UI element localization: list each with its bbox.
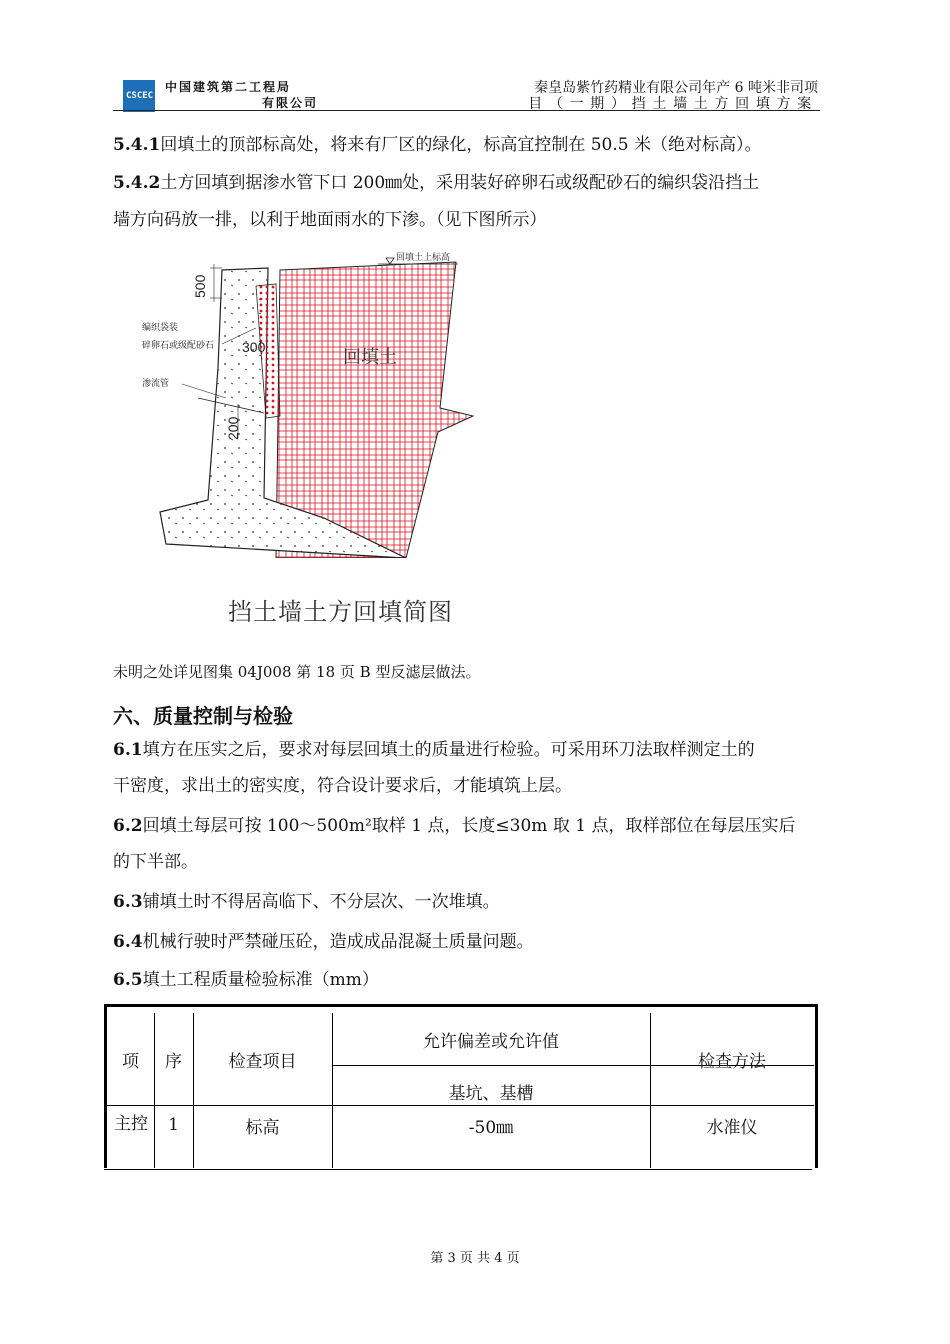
- para-text: 回填土每层可按 100～500m²取样 1 点，长度≤30m 取 1 点，取样部位在每层压实后: [142, 816, 796, 836]
- table-divider: [107, 1105, 814, 1106]
- dim-200-label: 200: [225, 416, 241, 440]
- reference-note: 未明之处详见图集 04J008 第 18 页 B 型反滤层做法。: [113, 663, 481, 681]
- project-title-line1: 秦皇岛紫竹药精业有限公司年产 6 吨米非司项: [534, 80, 818, 96]
- row-tolerance-cell: -50㎜: [468, 1117, 514, 1138]
- pipe-label: 渗流管: [142, 379, 170, 389]
- para-number: 6.1: [113, 740, 143, 760]
- para-6-2: [113, 816, 795, 836]
- header-divider: [113, 110, 820, 111]
- row-check-item-cell: 标高: [245, 1117, 280, 1138]
- para-5-4-1: [113, 135, 762, 155]
- para-text: 填土工程质量检验标准（mm）: [142, 970, 379, 990]
- top-elevation-label: 回填土上标高: [396, 253, 451, 263]
- para-number: 6.5: [113, 970, 143, 990]
- para-text: 土方回填到据渗水管下口 200㎜处，采用装好碎卵石或级配砂石的编织袋沿挡土: [160, 173, 760, 193]
- company-logo: [123, 80, 155, 112]
- header-col-tolerance-sub: 基坑、基槽: [448, 1083, 534, 1104]
- para-6-3: [113, 892, 500, 912]
- para-5-4-2-cont: 墙方向码放一排，以利于地面雨水的下渗。（见下图所示）: [113, 210, 547, 230]
- row-seq-cell: 1: [168, 1115, 179, 1135]
- elevation-marker-icon: [386, 258, 394, 264]
- dim-300-label: 300: [242, 339, 266, 355]
- para-6-1-cont: 干密度，求出土的密实度，符合设计要求后，才能填筑上层。: [113, 776, 572, 796]
- row-method-cell: 水准仪: [706, 1117, 758, 1138]
- para-number: 6.4: [113, 932, 143, 952]
- header-col-item: 项: [122, 1051, 139, 1072]
- para-6-2-cont: 的下半部。: [113, 852, 198, 872]
- retaining-wall-diagram: [138, 248, 488, 558]
- para-6-5: [113, 970, 379, 990]
- para-number: 6.3: [113, 892, 143, 912]
- org-name-line2: 有限公司: [262, 96, 319, 110]
- quality-standard-table: [104, 1004, 818, 1168]
- header-col-check-item: 检查项目: [228, 1051, 297, 1072]
- header-col-method: 检查方法: [698, 1051, 766, 1072]
- para-text: 填方在压实之后，要求对每层回填土的质量进行检验。可采用环刀法取样测定土的: [142, 740, 755, 760]
- row-item-cell: 主控: [114, 1114, 148, 1134]
- diagram-caption: 挡土墙土方回填简图: [228, 598, 453, 626]
- section-title: 六、质量控制与检验: [113, 704, 293, 728]
- dim-500-label: 500: [192, 274, 208, 298]
- para-number: 5.4.2: [113, 173, 161, 193]
- header-col-tolerance: 允许偏差或允许值: [423, 1031, 559, 1052]
- logo-text: CSCEC: [126, 91, 154, 101]
- backfill-label: 回填土: [343, 347, 397, 368]
- para-6-1: [113, 740, 755, 760]
- para-number: 5.4.1: [113, 135, 161, 155]
- header-col-seq: 序: [165, 1051, 182, 1072]
- para-text: 铺填土时不得居高临下、不分层次、一次堆填。: [142, 892, 500, 912]
- table-bottom-border: [104, 1169, 812, 1170]
- bag-label-2: 碎卵石或级配砂石: [142, 341, 215, 351]
- para-6-4: [113, 932, 534, 952]
- org-name-line1: 中国建筑第二工程局: [165, 80, 292, 94]
- page-footer: 第 3 页 共 4 页: [430, 1251, 520, 1266]
- para-5-4-2: [113, 173, 759, 193]
- para-text: 机械行驶时严禁碰压砼，造成成品混凝土质量问题。: [142, 932, 534, 952]
- project-title-line2: 目（一期）挡土墙土方回填方案: [528, 96, 818, 112]
- bag-label-1: 编织袋装: [142, 323, 179, 333]
- para-number: 6.2: [113, 816, 143, 836]
- para-text: 回填土的顶部标高处，将来有厂区的绿化，标高宜控制在 50.5 米（绝对标高）。: [160, 135, 762, 155]
